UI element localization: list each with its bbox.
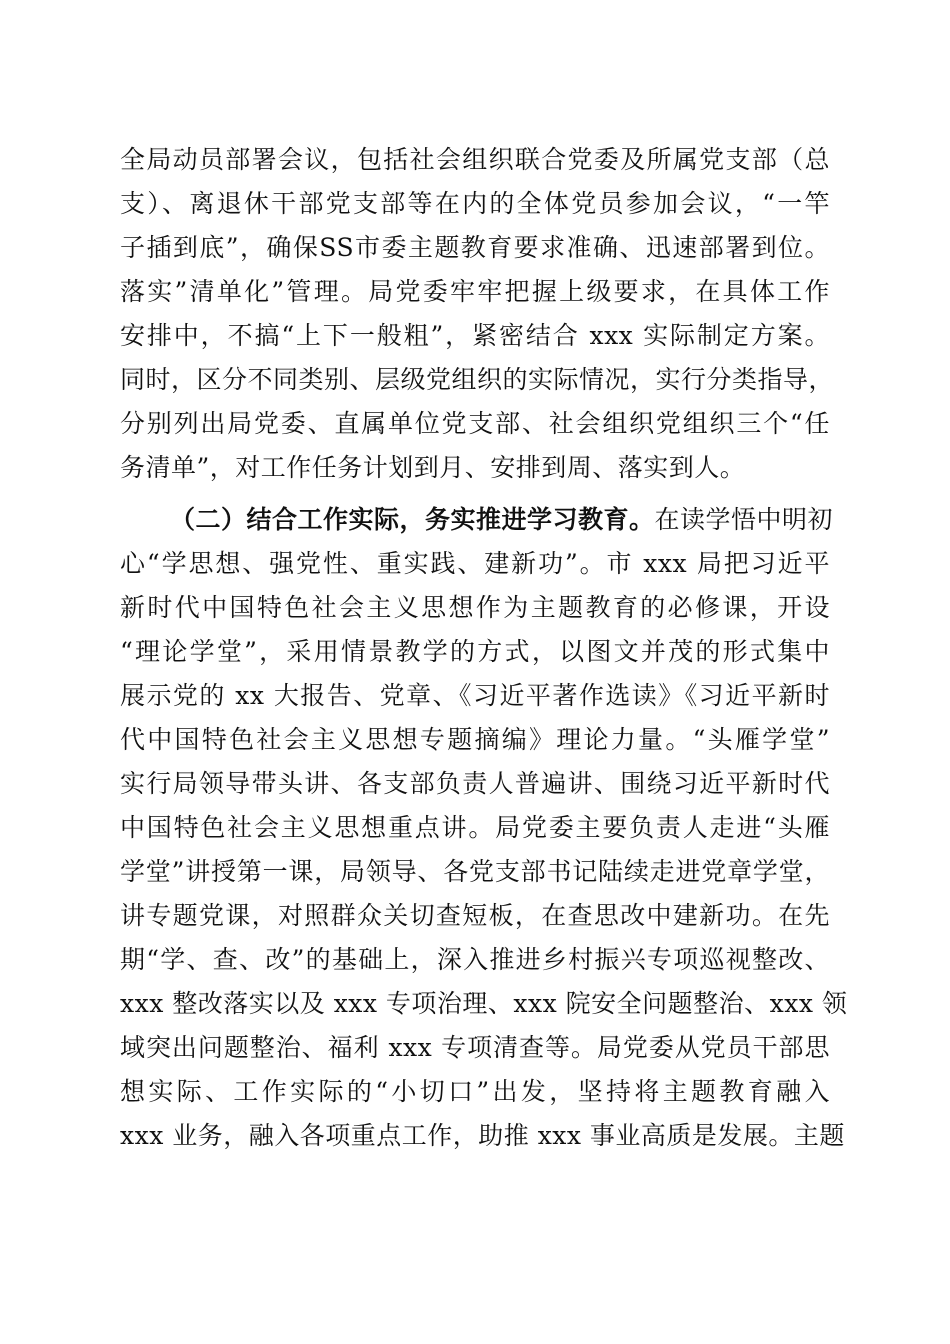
paragraph-line: xxx 整改落实以及 xxx 专项治理、xxx 院安全问题整治、xxx 领 (120, 989, 848, 1018)
paragraph-line: 心“学思想、强党性、重实践、建新功”。市 xxx 局把习近平 (120, 549, 830, 578)
paragraph-line: 同时，区分不同类别、层级党组织的实际情况，实行分类指导， (120, 365, 835, 394)
paragraph-line: 想实际、工作实际的“小切口”出发，坚持将主题教育融入 (120, 1077, 830, 1106)
paragraph-line: 中国特色社会主义思想重点讲。局党委主要负责人走进“头雁 (120, 813, 830, 842)
paragraph-line: 学堂”讲授第一课，局领导、各党支部书记陆续走进党章学堂， (120, 857, 830, 886)
paragraph-line: 新时代中国特色社会主义思想作为主题教育的必修课，开设 (120, 593, 830, 622)
paragraph-line: 全局动员部署会议，包括社会组织联合党委及所属党支部（总 (120, 145, 830, 174)
paragraph-line: 安排中，不搞“上下一般粗”，紧密结合 xxx 实际制定方案。 (120, 321, 830, 350)
section-heading-rest: 在读学悟中明初 (654, 505, 834, 534)
paragraph-line: 子插到底”，确保SS市委主题教育要求准确、迅速部署到位。 (120, 233, 830, 262)
paragraph-line: 讲专题党课，对照群众关切查短板，在查思改中建新功。在先 (120, 901, 830, 930)
paragraph-line: 实行局领导带头讲、各支部负责人普遍讲、围绕习近平新时代 (120, 769, 830, 798)
paragraph-line: 分别列出局党委、直属单位党支部、社会组织党组织三个“任 (120, 409, 830, 438)
paragraph-line: 域突出问题整治、福利 xxx 专项清查等。局党委从党员干部思 (120, 1033, 830, 1062)
paragraph-line: 代中国特色社会主义思想专题摘编》理论力量。“头雁学堂” (120, 725, 830, 754)
paragraph-line: 展示党的 xx 大报告、党章、《习近平著作选读》《习近平新时 (120, 681, 830, 710)
paragraph-line: 支）、离退休干部党支部等在内的全体党员参加会议，“一竿 (120, 189, 830, 218)
section-heading-line (170, 498, 834, 542)
paragraph-line: 务清单”，对工作任务计划到月、安排到周、落实到人。 (120, 453, 746, 482)
section-heading: （二）结合工作实际，务实推进学习教育。 (170, 505, 655, 534)
paragraph-line: xxx 业务，融入各项重点工作，助推 xxx 事业高质是发展。主题 (120, 1121, 845, 1150)
paragraph-line: “理论学堂”，采用情景教学的方式，以图文并茂的形式集中 (120, 637, 830, 666)
paragraph-line: 落实”清单化”管理。局党委牢牢把握上级要求，在具体工作 (120, 277, 830, 306)
paragraph-line: 期“学、查、改”的基础上，深入推进乡村振兴专项巡视整改、 (120, 945, 830, 974)
